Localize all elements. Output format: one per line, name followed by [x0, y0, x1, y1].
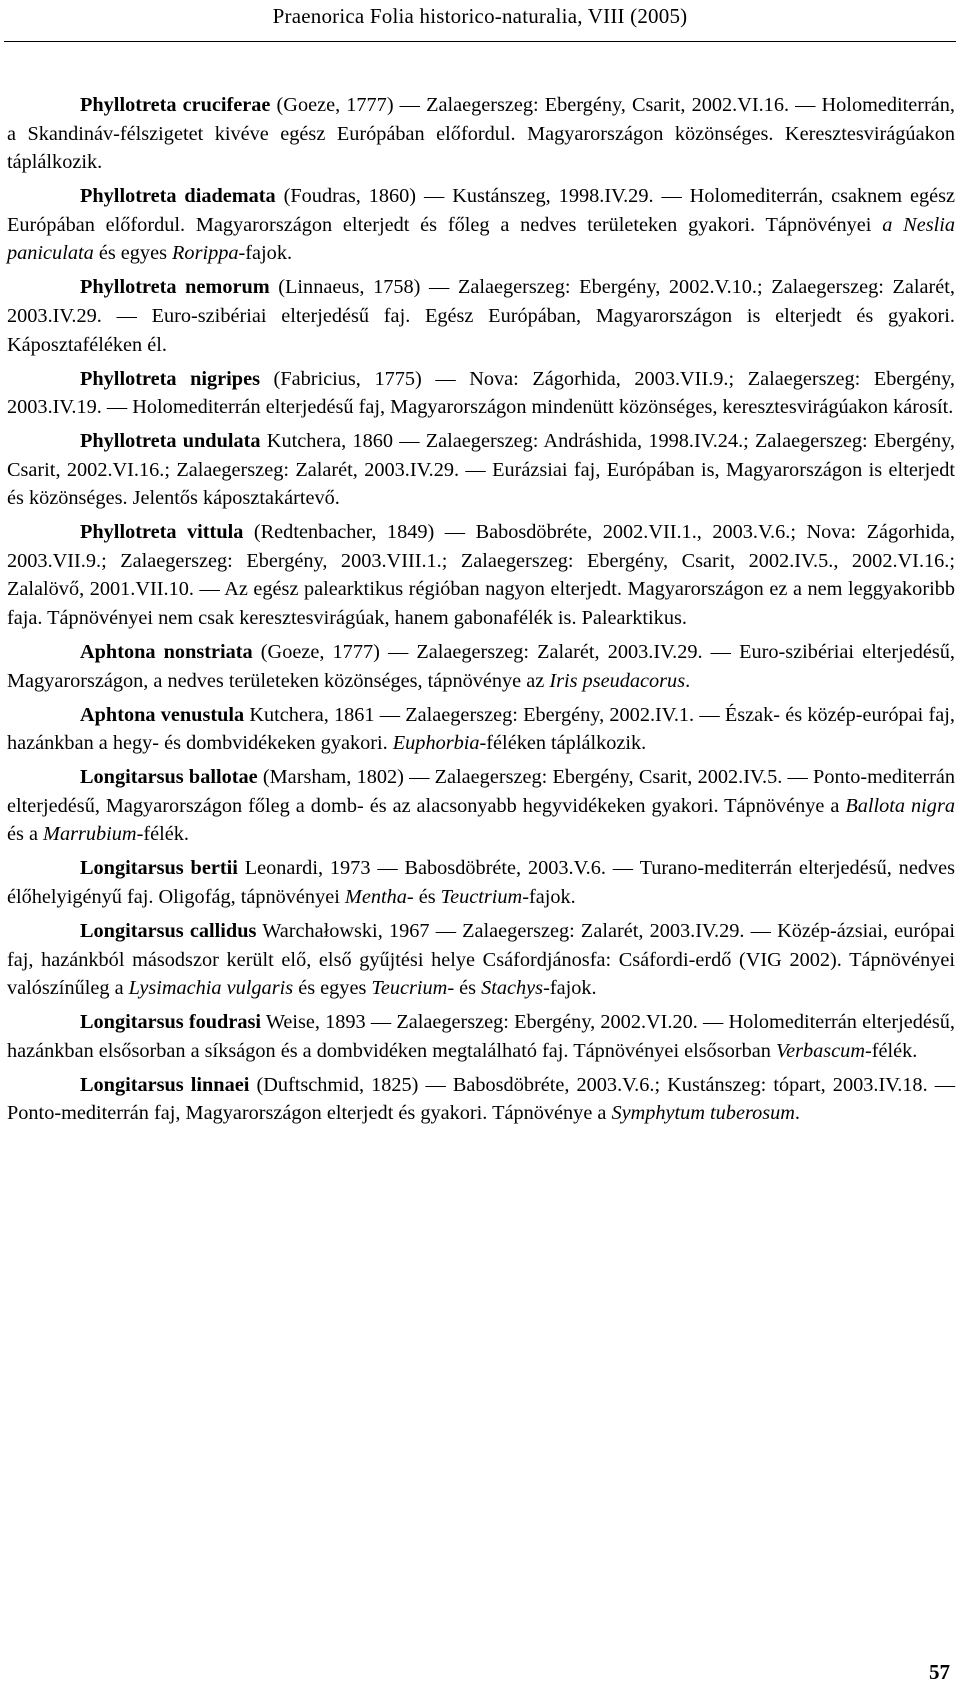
- species-entry: [7, 365, 955, 422]
- entry-text: -félék.: [136, 823, 189, 846]
- species-entry: [7, 91, 955, 177]
- taxon-italic: a Neslia paniculata: [7, 213, 956, 265]
- taxon-italic: Rorippa: [172, 242, 239, 265]
- taxon-italic: Mentha: [344, 885, 407, 908]
- taxon-italic: Verbascum: [775, 1039, 865, 1062]
- entry-text: Leonardi, 1973 — Babosdöbréte, 2003.V.6. — Turano-mediterrán elterjedésű, nedves élőhelyigényű faj. Oligofág, tápnövényei: [7, 857, 956, 908]
- species-name: Longitarsus callidus: [80, 919, 257, 942]
- entry-text: -fajok.: [238, 242, 293, 265]
- species-name: Aphtona nonstriata: [80, 641, 253, 664]
- species-name: Phyllotreta cruciferae: [80, 94, 271, 116]
- entry-text: -fajok.: [543, 977, 597, 1000]
- entry-text: - és: [406, 885, 441, 908]
- entry-text: (Marsham, 1802) — Zalaegerszeg: Ebergény, Csarit, 2002.IV.5. — Ponto-mediterrán elterjedésű, Magyarországon főleg a domb- és az alacsonyabb hegyvidékeken gyakori. Tápnövénye a: [7, 766, 955, 817]
- entry-text: (Redtenbacher, 1849) — Babosdöbréte, 2002.VII.1., 2003.V.6.; Nova: Zágorhida, 2003.VII.9.; Zalaegerszeg: Ebergény, 2003.VIII.1.; Zalaegerszeg: Ebergény, Csarit, 2002.IV.5., 2002.VI.16.; Zalalövő, 2001.VII.10. — Az egész palearktikus régióban nagyon elterjedt. Magyarországon ez a nem leggyakoribb faja. Tápnövényei nem csak keresztesvirágúak, hanem gabonafélék is. Palearktikus.: [7, 521, 955, 630]
- entry-text: (Duftschmid, 1825) — Babosdöbréte, 2003.V.6.; Kustánszeg: tópart, 2003.IV.18. — Ponto-mediterrán faj, Magyarországon elterjedt és gyakori. Tápnövénye a: [7, 1073, 955, 1125]
- entry-text: (Goeze, 1777) — Zalaegerszeg: Zalarét, 2003.IV.29. — Euro-szibériai elterjedésű, Magyarországon, a nedves területeken közönséges, tápnövénye az: [7, 641, 955, 692]
- species-name: Longitarsus ballotae: [80, 766, 258, 789]
- taxon-italic: Symphytum tuberosum: [611, 1102, 795, 1125]
- page-number: 57: [929, 1660, 950, 1684]
- entry-text: (Fabricius, 1775) — Nova: Zágorhida, 2003.VII.9.; Zalaegerszeg: Ebergény, 2003.IV.19. — Holomediterrán elterjedésű faj, Magyarországon mindenütt közönséges, keresztesvirágúakon károsít.: [7, 367, 955, 419]
- species-entry: [7, 518, 955, 632]
- taxon-italic: Ballota nigra: [845, 794, 955, 817]
- header-rule: [4, 41, 956, 42]
- entry-text: -féléken táplálkozik.: [479, 732, 647, 755]
- species-entry: [7, 182, 955, 268]
- species-name: Longitarsus linnaei: [80, 1073, 250, 1096]
- species-entry: [7, 701, 955, 758]
- species-entry: [7, 1071, 955, 1128]
- species-entry: [7, 917, 955, 1003]
- entry-text: (Foudras, 1860) — Kustánszeg, 1998.IV.29. — Holomediterrán, csaknem egész Európában előfordul. Magyarországon elterjedt és főleg a nedves területeken gyakori. Tápnövényei: [7, 185, 955, 236]
- species-name: Phyllotreta nemorum: [80, 276, 270, 299]
- species-entry: [7, 273, 955, 359]
- taxon-italic: Marrubium: [43, 823, 137, 846]
- entry-text: Kutchera, 1860 — Zalaegerszeg: Andráshida, 1998.IV.24.; Zalaegerszeg: Ebergény, Csarit, 2002.VI.16.; Zalaegerszeg: Zalarét, 2003.IV.29. — Eurázsiai faj, Európában is, Magyarországon is elterjedt és közönséges. Jelentős káposztakártevő.: [7, 430, 955, 510]
- entry-text: .: [794, 1102, 800, 1125]
- taxon-italic: Stachys: [481, 977, 544, 1000]
- taxon-italic: Iris pseudacorus: [549, 669, 686, 692]
- entry-text: Kutchera, 1861 — Zalaegerszeg: Ebergény, 2002.IV.1. — Észak- és közép-európai faj, hazánkban a hegy- és dombvidékeken gyakori.: [7, 703, 955, 755]
- species-list: [7, 91, 955, 1133]
- species-name: Phyllotreta nigripes: [80, 367, 260, 390]
- species-entry: [7, 427, 955, 513]
- species-name: Phyllotreta undulata: [80, 430, 261, 453]
- species-entry: [7, 638, 955, 695]
- species-name: Phyllotreta diademata: [80, 185, 276, 208]
- species-name: Longitarsus foudrasi: [80, 1011, 261, 1034]
- taxon-italic: Euphorbia: [392, 732, 480, 755]
- species-name: Longitarsus bertii: [80, 857, 238, 880]
- entry-text: Weise, 1893 — Zalaegerszeg: Ebergény, 2002.VI.20. — Holomediterrán elterjedésű, hazánkban elsősorban a síkságon és a dombvidéken megtalálható faj. Tápnövényei elsősorban: [7, 1011, 955, 1062]
- entry-text: (Linnaeus, 1758) — Zalaegerszeg: Ebergény, 2002.V.10.; Zalaegerszeg: Zalarét, 2003.IV.29. — Euro-szibériai elterjedésű faj. Egész Európában, Magyarországon is elterjedt és gyakori. Káposztaféléken él.: [7, 276, 955, 356]
- taxon-italic: Lysimachia vulgaris: [128, 977, 294, 1000]
- entry-text: és a: [7, 823, 44, 846]
- entry-text: - és: [447, 977, 482, 1000]
- running-header: Praenorica Folia historico-naturalia, VIII (2005): [272, 4, 688, 28]
- species-entry: [7, 854, 955, 911]
- taxon-italic: Teucrium: [371, 977, 448, 1000]
- species-entry: [7, 763, 955, 849]
- entry-text: Warchałowski, 1967 — Zalaegerszeg: Zalarét, 2003.IV.29. — Közép-ázsiai, európai faj, hazánkból másodszor került elő, első gyűjtési helye Csáfordjánosfa: Csáfordi-erdő (VIG 2002). Tápnövényei valószínűleg a: [7, 919, 955, 1000]
- entry-text: -félék.: [864, 1039, 918, 1062]
- species-name: Aphtona venustula: [80, 703, 245, 726]
- entry-text: és egyes: [93, 242, 173, 265]
- taxon-italic: Teuctrium: [440, 885, 523, 908]
- species-entry: [7, 1008, 955, 1065]
- entry-text: (Goeze, 1777) — Zalaegerszeg: Ebergény, Csarit, 2002.VI.16. — Holomediterrán, a Skandináv-félszigetet kivéve egész Európában előfordul. Magyarországon közönséges. Keresztesvirágúakon táplálkozik.: [7, 94, 955, 174]
- entry-text: .: [685, 669, 691, 692]
- species-name: Phyllotreta vittula: [80, 521, 244, 544]
- entry-text: és egyes: [293, 977, 372, 1000]
- entry-text: -fajok.: [522, 885, 576, 908]
